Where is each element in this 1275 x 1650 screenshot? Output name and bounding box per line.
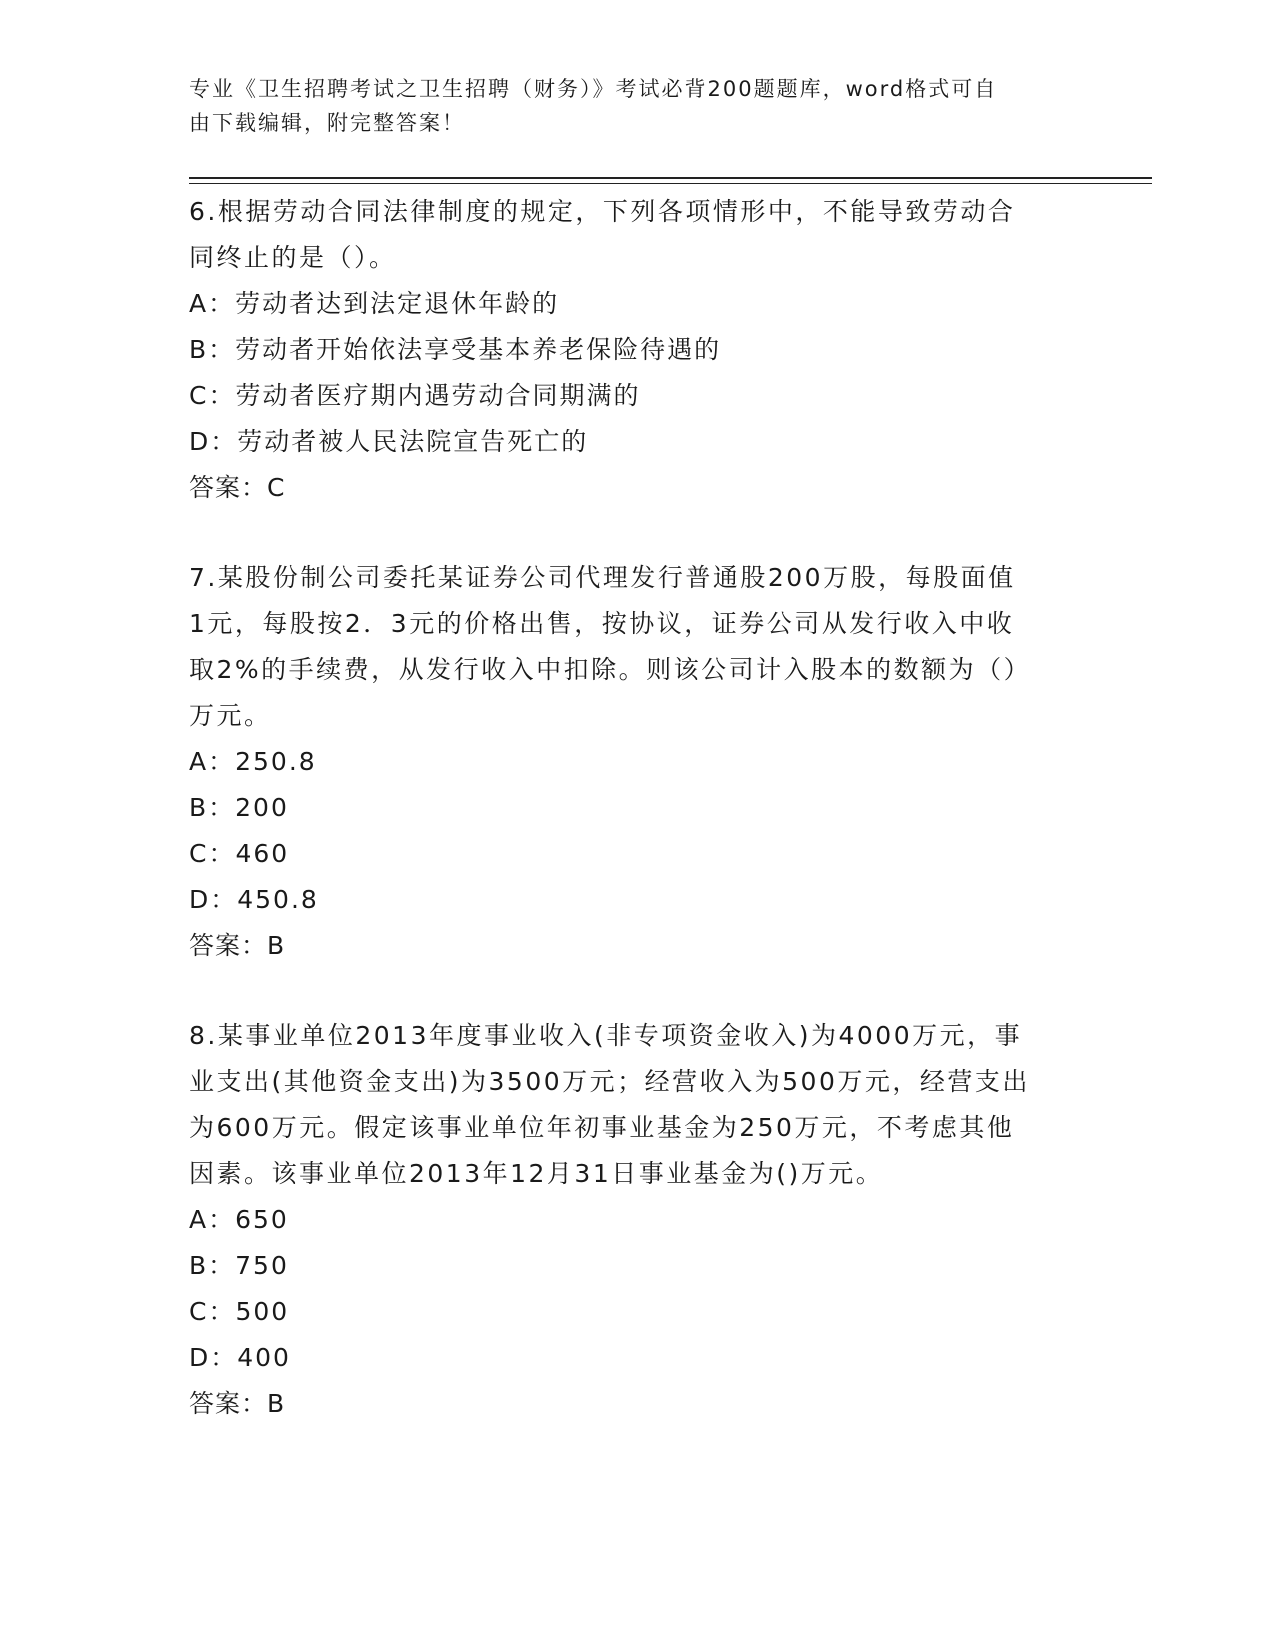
question-stem-line: 为600万元。假定该事业单位年初事业基金为250万元，不考虑其他 (189, 1113, 1015, 1142)
option-c: C：500 (189, 1297, 290, 1326)
question-stem-line: 同终止的是（）。 (189, 243, 397, 272)
option-c: C：劳动者医疗期内遇劳动合同期满的 (189, 381, 641, 410)
question-stem-line: 6.根据劳动合同法律制度的规定，下列各项情形中，不能导致劳动合 (189, 197, 1016, 226)
question-spacer (189, 969, 1089, 1013)
question-stem-line: 8.某事业单位2013年度事业收入(非专项资金收入)为4000万元，事 (189, 1021, 1023, 1050)
option-d: D：400 (189, 1343, 291, 1372)
header-line-1: 专业《卫生招聘考试之卫生招聘（财务）》考试必背200题题库，word格式可自 (189, 77, 998, 101)
question-stem-line: 7.某股份制公司委托某证券公司代理发行普通股200万股，每股面值 (189, 563, 1016, 592)
answer-line: 答案：B (189, 1389, 286, 1418)
question-stem-line: 业支出(其他资金支出)为3500万元；经营收入为500万元，经营支出 (189, 1067, 1030, 1096)
answer-line: 答案：B (189, 931, 286, 960)
question-stem-line: 1元，每股按2．3元的价格出售，按协议，证券公司从发行收入中收 (189, 609, 1015, 638)
option-c: C：460 (189, 839, 290, 868)
option-b: B：200 (189, 793, 289, 822)
document-header (189, 72, 1069, 140)
option-a: A：650 (189, 1205, 289, 1234)
option-d: D：劳动者被人民法院宣告死亡的 (189, 427, 589, 456)
header-line-2: 由下载编辑，附完整答案！ (189, 111, 465, 135)
option-b: B：劳动者开始依法享受基本养老保险待遇的 (189, 335, 722, 364)
option-a: A：劳动者达到法定退休年龄的 (189, 289, 560, 318)
question-list (189, 189, 1089, 1427)
question-stem-line: 因素。该事业单位2013年12月31日事业基金为()万元。 (189, 1159, 884, 1188)
answer-line: 答案：C (189, 473, 286, 502)
question-7 (189, 555, 1089, 969)
question-stem-line: 取2%的手续费，从发行收入中扣除。则该公司计入股本的数额为（） (189, 655, 1032, 684)
question-stem-line: 万元。 (189, 701, 272, 730)
option-d: D：450.8 (189, 885, 319, 914)
question-6 (189, 189, 1089, 511)
header-divider-thin (189, 183, 1152, 184)
header-divider-thick (189, 177, 1152, 179)
question-8 (189, 1013, 1089, 1427)
option-a: A：250.8 (189, 747, 317, 776)
question-spacer (189, 511, 1089, 555)
option-b: B：750 (189, 1251, 289, 1280)
